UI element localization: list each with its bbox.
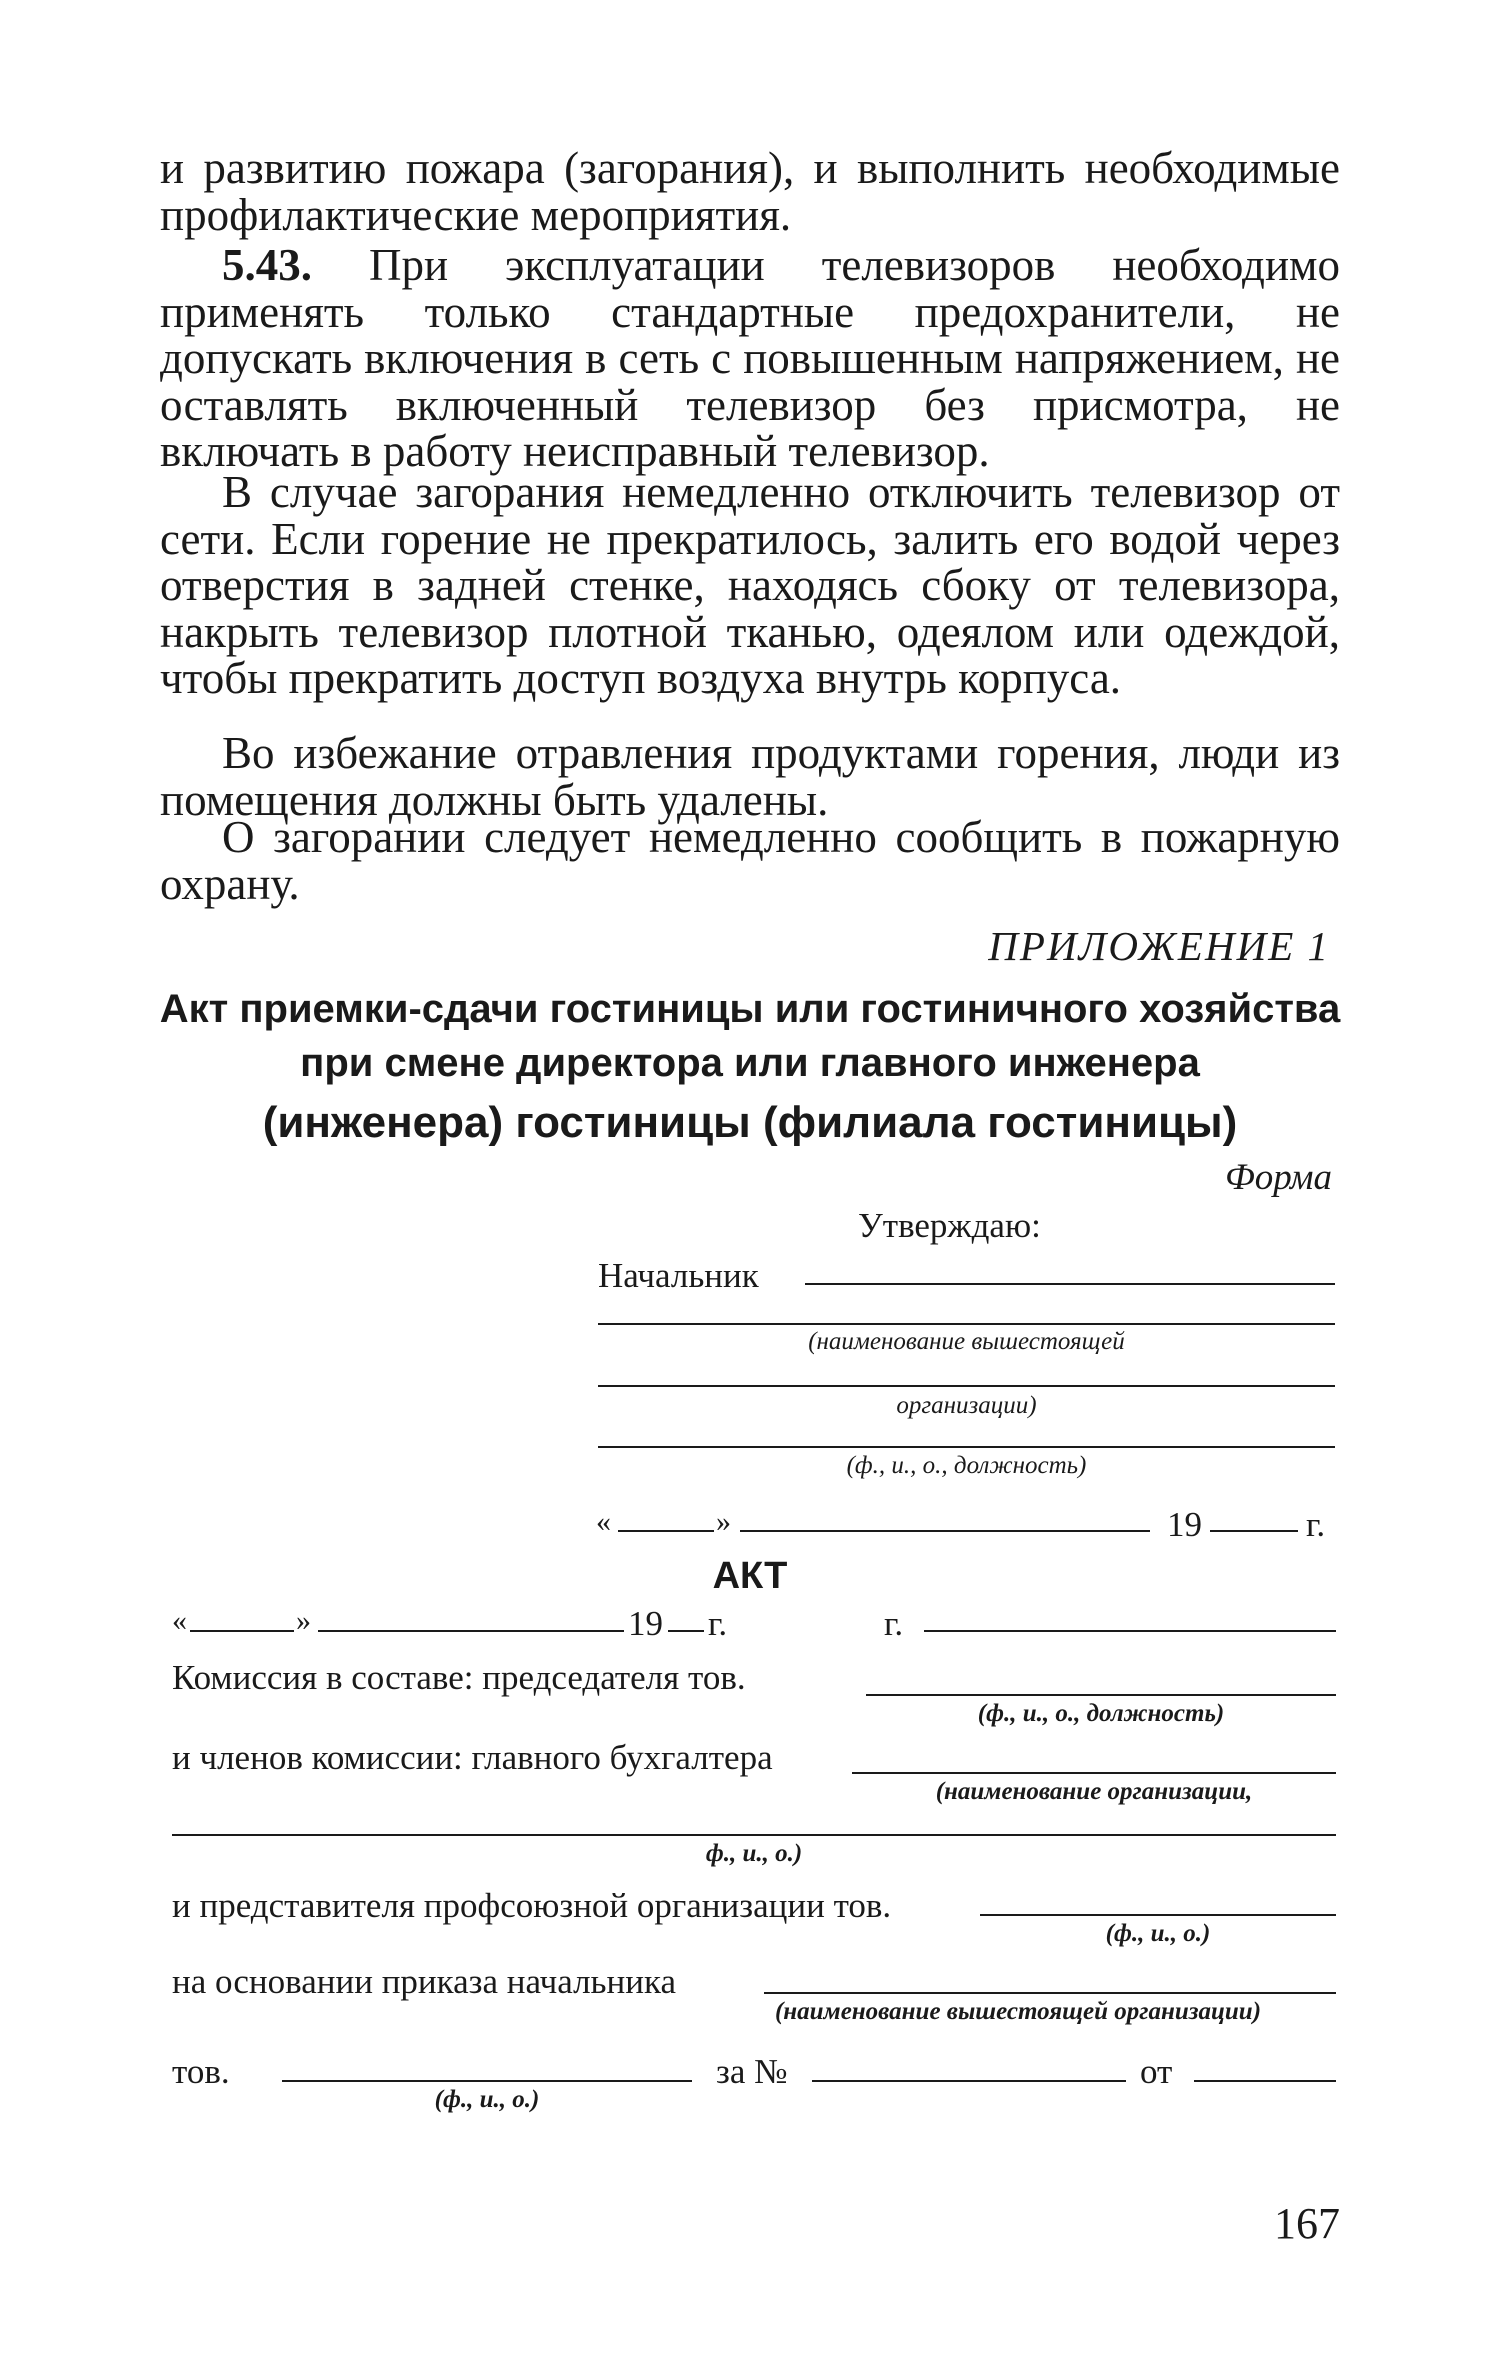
act-year-field[interactable] (668, 1630, 704, 1632)
approve-year-field[interactable] (1210, 1530, 1298, 1532)
paragraph-report: О загорании следует немедленно сообщить в пожарную охрану. (160, 812, 1340, 909)
caption-fio-2: (ф., и., о.) (1105, 1920, 1211, 1947)
caption-fio-position: (ф., и., о., должность) (846, 1452, 1087, 1479)
order-number-label: за № (716, 2052, 788, 2091)
act-quote-open: « (172, 1604, 187, 1637)
paragraph-poisoning: Во избежание отравления продуктами горения, люди из помещения должны быть удалены. (160, 728, 1340, 825)
title-line-2: при смене директора или главного инженера (300, 1041, 1200, 1085)
caption-org-name-2: (наименование организации, (935, 1778, 1253, 1805)
chief-label: Начальник (598, 1256, 759, 1295)
act-year-prefix: 19 (628, 1604, 663, 1643)
approve-month-field[interactable] (740, 1530, 1150, 1532)
members-label: и членов комиссии: главного бухгалтера (172, 1738, 773, 1777)
act-city-prefix: г. (884, 1604, 904, 1643)
title-line-3: (инженера) гостиницы (филиала гостиницы) (262, 1098, 1238, 1147)
caption-org: организации) (896, 1392, 1037, 1419)
title-line-1: Акт приемки-сдачи гостиницы или гостиничного хозяйства (159, 987, 1341, 1031)
tov-label: тов. (172, 2052, 230, 2091)
act-day-field[interactable] (190, 1630, 294, 1632)
fio-position-field[interactable] (598, 1446, 1335, 1448)
clause-text: При эксплуатации телевизоров необходимо применять только стандартные предохранители, не допускать включения в сеть с повышенным напряжением, не оставлять включенный телевизор без присмотра, не включать в работу неисправный телевизор. (160, 240, 1340, 476)
order-label: на основании приказа начальника (172, 1962, 676, 2001)
clause-number: 5.43. (222, 240, 312, 290)
quote-open: « (596, 1505, 611, 1538)
approve-day-field[interactable] (618, 1530, 714, 1532)
act-quote-close: » (296, 1604, 311, 1637)
order-number-field[interactable] (812, 2080, 1126, 2082)
org-name-field-1[interactable] (598, 1323, 1335, 1325)
org-name-field-2[interactable] (598, 1385, 1335, 1387)
caption-chairman: (ф., и., о., должность) (977, 1700, 1225, 1727)
year-prefix: 19 (1167, 1505, 1202, 1544)
paragraph-5-43 (160, 242, 1340, 475)
tov-fio-field[interactable] (282, 2080, 692, 2082)
act-year-suffix: г. (708, 1604, 728, 1643)
act-city-field[interactable] (924, 1630, 1336, 1632)
paragraph-fire-prevention: и развитию пожара (загорания), и выполнить необходимые профилактические мероприятия. (160, 143, 1340, 240)
chief-name-field[interactable] (805, 1283, 1335, 1285)
quote-close: » (716, 1505, 731, 1538)
page-number: 167 (1274, 2199, 1340, 2248)
year-suffix: г. (1306, 1505, 1326, 1544)
union-label: и представителя профсоюзной организации тов. (172, 1886, 892, 1925)
union-rep-field[interactable] (980, 1914, 1336, 1916)
order-date-label: от (1140, 2052, 1173, 2091)
approve-label: Утверждаю: (858, 1206, 1041, 1245)
appendix-label: ПРИЛОЖЕНИЕ 1 (988, 923, 1330, 969)
order-org-field[interactable] (764, 1992, 1336, 1994)
commission-label: Комиссия в составе: председателя тов. (172, 1658, 746, 1697)
caption-org-name-3: (наименование вышестоящей организации) (774, 1998, 1262, 2025)
order-date-field[interactable] (1194, 2080, 1336, 2082)
act-heading: АКТ (712, 1555, 788, 1597)
accountant-field[interactable] (852, 1772, 1336, 1774)
chairman-field[interactable] (866, 1694, 1336, 1696)
appendix-title (150, 982, 1350, 1150)
caption-fio-3: (ф., и., о.) (434, 2086, 540, 2113)
act-month-field[interactable] (318, 1630, 624, 1632)
caption-fio-1: ф., и., о.) (705, 1840, 803, 1867)
form-label: Форма (1224, 1157, 1332, 1198)
accountant-field-2[interactable] (172, 1834, 1336, 1836)
paragraph-in-case-of-fire: В случае загорания немедленно отключить телевизор от сети. Если горение не прекратилось, залить его водой через отверстия в задней стенке, находясь сбоку от телевизора, накрыть телевизор плотной тканью, одеялом или одеждой, чтобы прекратить доступ воздуха внутрь корпуса. (160, 467, 1340, 703)
caption-org-name: (наименование вышестоящей (808, 1328, 1125, 1355)
